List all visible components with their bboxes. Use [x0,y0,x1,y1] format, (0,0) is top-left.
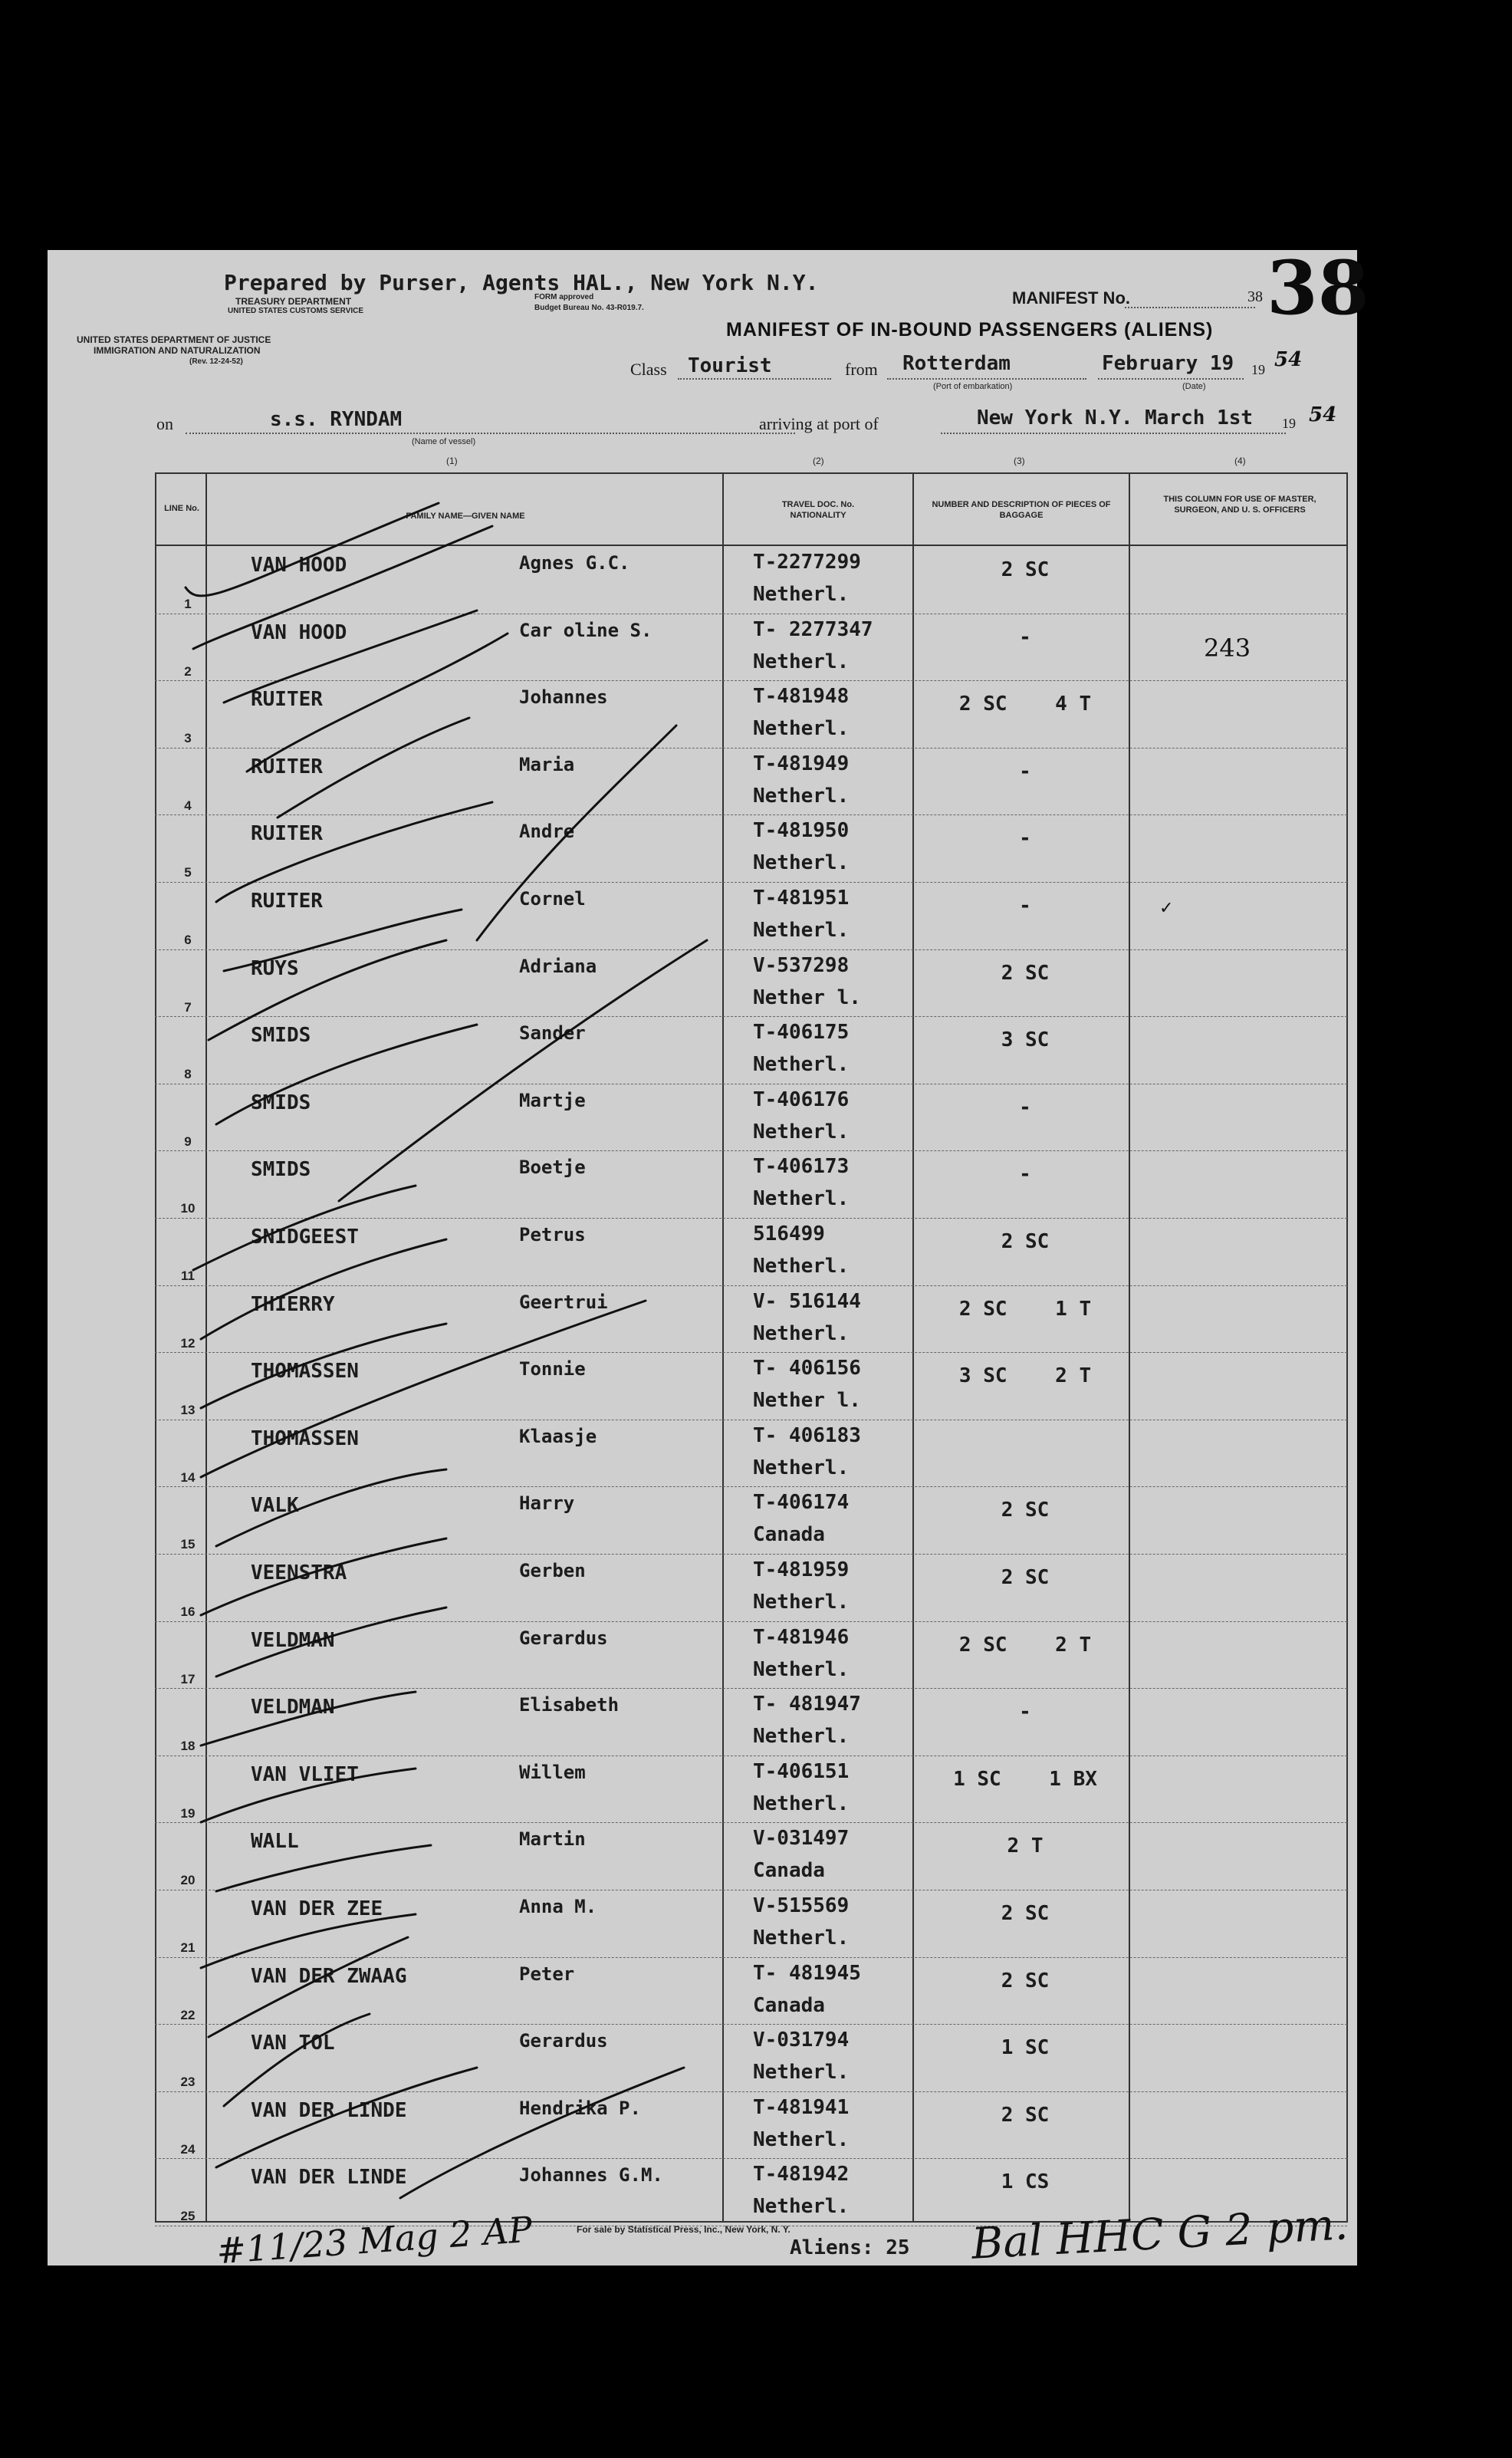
line-number: 22 [180,2007,196,2022]
travel-doc: T-406175 [753,1021,850,1045]
line-number: 23 [180,2075,196,2090]
baggage: - [1019,827,1031,851]
col-num-2: (2) [813,456,824,466]
given-name: Martin [519,1828,586,1851]
given-name: Sander [519,1022,586,1045]
nationality: Netherl. [753,1456,850,1479]
given-name: Maria [519,753,575,775]
line-number: 12 [180,1335,196,1351]
nationality: Netherl. [753,1657,850,1681]
line-number: 14 [180,1469,196,1485]
col-num-1: (1) [446,456,458,466]
baggage: 1 SC [1001,2036,1050,2060]
line-number: 5 [184,865,192,880]
arrival-port: New York N.Y. March 1st [977,406,1254,429]
baggage: - [1019,1163,1031,1186]
budget-label: Budget Bureau No. 43-R019.7. [534,304,644,312]
line-number: 3 [184,731,192,746]
checkmark-stroke [201,1538,446,1615]
family-name: SNIDGEEST [251,1226,359,1249]
family-name: VAN HOOD [251,554,347,577]
given-name: Gerardus [519,1627,608,1649]
nationality: Netherl. [753,1120,850,1143]
line-number: 20 [180,1873,196,1888]
travel-doc: V-537298 [753,953,850,977]
given-name: Harry [519,1492,575,1515]
nationality: Canada [753,1523,825,1547]
checkmark-stroke [216,1845,431,1891]
handwritten-signature-right: Bal HHC G 2 pm. [970,2200,1349,2269]
family-name: RUITER [251,688,323,712]
class-label: Class [630,360,667,379]
travel-doc: T-481959 [753,1558,850,1581]
line-number: 13 [180,1403,196,1418]
nationality: Netherl. [753,1927,850,1950]
line-number: 10 [180,1201,196,1216]
checkmark-stroke [477,726,676,940]
given-name: Klaasje [519,1425,597,1447]
publisher-line: For sale by Statistical Press, Inc., New York, N. Y. [577,2224,791,2235]
travel-doc: T-481942 [753,2163,850,2187]
given-name: Adriana [519,955,597,977]
nationality: Netherl. [753,1725,850,1749]
given-name: Petrus [519,1224,586,1245]
family-name: VAN DER ZWAAG [251,1964,407,1988]
baggage: 2 SC [1001,2103,1050,2127]
port-caption: (Port of embarkation) [933,382,1013,391]
family-name: VAN VLIET [251,1762,359,1786]
baggage: - [1019,1700,1031,1724]
baggage: 2 SC [1001,1499,1050,1522]
checkmark-stroke [216,802,492,902]
baggage: - [1019,759,1031,783]
given-name: Car oline S. [519,619,652,641]
rev-label: (Rev. 12-24-52) [189,357,243,366]
checkmark-stroke [201,1914,416,1968]
family-name: THOMASSEN [251,1360,359,1384]
travel-doc: V-031794 [753,2029,850,2052]
manifest-title: MANIFEST OF IN-BOUND PASSENGERS (ALIENS) [726,319,1214,341]
line-number: 6 [184,933,192,947]
checkmark-stroke [201,1324,446,1408]
checkmark-stroke [201,1301,646,1477]
travel-doc: T-406174 [753,1491,850,1515]
manifest-no-label: MANIFEST No. [1012,288,1130,308]
form-approved: FORM approved [534,293,594,301]
nationality: Netherl. [753,1321,850,1345]
on-label: on [156,414,173,433]
travel-doc: T- 406156 [753,1357,861,1380]
arriving-label: arriving at port of [759,414,879,433]
baggage: 2 SC [1001,1230,1050,1253]
class-value: Tourist [688,354,772,377]
officer-note: 243 [1204,633,1251,663]
given-name: Elisabeth [519,1694,620,1716]
given-name: Anna M. [519,1896,597,1917]
given-name: Willem [519,1761,586,1783]
col-head-line: LINE No. [164,504,199,513]
given-name: Johannes [519,686,608,709]
year-suffix: 54 [1274,348,1303,371]
family-name: SMIDS [251,1024,311,1048]
nationality: Canada [753,1993,825,2017]
nationality: Netherl. [753,2061,850,2085]
given-name: Gerardus [519,2030,608,2052]
nationality: Canada [753,1859,825,1883]
nationality: Netherl. [753,2195,850,2219]
line-number: 7 [184,999,192,1015]
given-name: Hendrika P. [519,2097,641,2119]
family-name: VEENSTRA [251,1561,347,1584]
baggage: 2 SC [1001,1566,1050,1589]
aliens-total: Aliens: 25 [790,2236,910,2259]
travel-doc: T-2277299 [753,551,861,574]
col-head-baggage: NUMBER AND DESCRIPTION OF PIECES OF BAGGAGE [932,500,1111,520]
travel-doc: T-406151 [753,1759,850,1783]
col-head-officers: THIS COLUMN FOR USE OF MASTER, SURGEON, AND U. S. OFFICERS [1163,495,1316,515]
nationality: Netherl. [753,784,850,808]
col-num-4: (4) [1234,456,1246,466]
nationality: Netherl. [753,851,850,875]
family-name: WALL [251,1830,299,1854]
nationality: Netherl. [753,583,850,606]
nationality: Netherl. [753,1591,850,1614]
travel-doc: T-481949 [753,752,850,775]
family-name: VAN DER LINDE [251,2098,407,2122]
baggage: 3 SC 2 T [958,1364,1092,1388]
family-name: VELDMAN [251,1628,335,1652]
given-name: Peter [519,1963,575,1985]
baggage: 2 SC 1 T [958,1297,1092,1321]
travel-doc: T-481951 [753,887,850,910]
line-number: 2 [184,663,192,679]
line-number: 15 [180,1537,196,1552]
given-name: Gerben [519,1560,586,1581]
family-name: RUITER [251,822,323,846]
col-head-travel: TRAVEL DOC. No. NATIONALITY [781,500,855,520]
family-name: SMIDS [251,1158,311,1182]
nationality: Netherl. [753,1255,850,1278]
family-name: VALK [251,1494,299,1518]
checkmark-stroke [224,2014,370,2106]
manifest-no-small: 38 [1247,288,1263,305]
check-mark: ✓ [1159,899,1174,918]
baggage: - [1019,625,1031,649]
vessel-name: s.s. RYNDAM [270,408,403,431]
line-number: 9 [184,1134,192,1149]
handwritten-strokes [48,250,1357,2266]
nationality: Nether l. [753,1389,861,1413]
line-number: 24 [180,2141,196,2157]
customs-label: UNITED STATES CUSTOMS SERVICE [228,307,364,315]
given-name: Tonnie [519,1358,586,1380]
vessel-caption: (Name of vessel) [412,437,476,446]
line-number: 16 [180,1604,196,1619]
family-name: VAN DER ZEE [251,1897,383,1920]
family-name: RUITER [251,890,323,913]
line-number: 21 [180,1940,196,1955]
baggage: 2 SC 4 T [958,693,1092,716]
baggage: 2 SC [1001,961,1050,985]
given-name: Johannes G.M. [519,2164,663,2187]
col-num-3: (3) [1014,456,1025,466]
checkmark-stroke [339,940,707,1201]
line-number: 18 [180,1739,196,1754]
travel-doc: T-406176 [753,1088,850,1111]
given-name: Cornel [519,888,586,910]
family-name: VAN TOL [251,2032,335,2055]
line-number: 1 [184,597,192,611]
checkmark-stroke [201,1769,416,1822]
given-name: Boetje [519,1157,586,1179]
travel-doc: V-031497 [753,1827,850,1851]
line-number: 25 [180,2209,196,2224]
travel-doc: T- 2277347 [753,617,873,641]
manifest-page [48,245,1369,2272]
line-number: 8 [184,1067,192,1082]
baggage: - [1019,1095,1031,1119]
arrival-year-suffix: 54 [1309,403,1337,426]
travel-doc: T-406173 [753,1155,850,1179]
travel-doc: V-515569 [753,1894,850,1917]
baggage: 2 T [1007,1834,1044,1858]
nationality: Netherl. [753,2127,850,2151]
travel-doc: T- 481945 [753,1961,861,1985]
travel-doc: T-481946 [753,1625,850,1649]
nationality: Netherl. [753,1187,850,1211]
nationality: Netherl. [753,650,850,673]
checkmark-stroke [216,1469,446,1546]
date-value: February 19 [1102,352,1234,375]
date-caption: (Date) [1182,382,1206,391]
baggage: 3 SC [1001,1028,1050,1052]
travel-doc: 516499 [753,1222,825,1245]
checkmark-stroke [186,503,439,596]
line-number: 19 [180,1805,196,1821]
checkmark-stroke [209,1937,408,2037]
family-name: RUITER [251,755,323,778]
checkmark-stroke [209,940,446,1040]
col-head-name: FAMILY NAME—GIVEN NAME [406,512,525,521]
family-name: VAN HOOD [251,620,347,644]
line-number: 4 [184,798,192,813]
baggage: 2 SC [1001,1969,1050,1992]
given-name: Agnes G.C. [519,552,630,574]
nationality: Netherl. [753,1792,850,1815]
travel-doc: T- 481947 [753,1693,861,1716]
given-name: Geertrui [519,1291,608,1313]
travel-doc: T-481948 [753,685,850,709]
family-name: RUYS [251,956,299,980]
baggage: 1 SC 1 BX [953,1767,1097,1791]
checkmark-stroke [224,610,477,703]
nationality: Netherl. [753,717,850,741]
treasury-label: TREASURY DEPARTMENT [235,296,352,307]
arrival-year-prefix: 19 [1282,416,1296,431]
prepared-by: Prepared by Purser, Agents HAL., New York N.Y. [224,270,819,295]
baggage: 2 SC [1001,1902,1050,1925]
handwritten-ref-left: #11/23 Mag 2 AP [215,2208,534,2272]
given-name: Andre [519,821,575,843]
from-label: from [845,360,878,379]
immigration-label: IMMIGRATION AND NATURALIZATION [94,345,261,356]
family-name: THIERRY [251,1292,335,1316]
baggage: 1 CS [1001,2170,1050,2194]
manifest-no-big: 38 [1267,245,1369,331]
checkmark-stroke [201,1692,416,1746]
nationality: Nether l. [753,986,861,1009]
checkmark-stroke [400,2068,684,2198]
year-prefix: 19 [1251,362,1265,377]
from-value: Rotterdam [902,352,1011,375]
line-number: 11 [181,1268,195,1283]
justice-label: UNITED STATES DEPARTMENT OF JUSTICE [77,334,271,345]
baggage: - [1019,894,1031,917]
travel-doc: T-481941 [753,2095,850,2119]
nationality: Netherl. [753,919,850,942]
line-number: 17 [180,1671,196,1686]
travel-doc: T-481950 [753,819,850,843]
family-name: SMIDS [251,1091,311,1114]
family-name: VELDMAN [251,1696,335,1719]
baggage: 2 SC 2 T [958,1633,1092,1657]
travel-doc: V- 516144 [753,1289,861,1313]
checkmark-stroke [224,910,462,971]
family-name: VAN DER LINDE [251,2166,407,2190]
nationality: Netherl. [753,1053,850,1077]
checkmark-stroke [216,1025,477,1124]
checkmark-stroke [201,1239,446,1339]
checkmark-stroke [216,2068,477,2167]
baggage: 2 SC [1001,558,1050,581]
checkmark-stroke [278,718,469,818]
given-name: Martje [519,1089,586,1111]
travel-doc: T- 406183 [753,1423,861,1447]
checkmark-stroke [247,633,508,772]
family-name: THOMASSEN [251,1426,359,1450]
checkmark-stroke [216,1607,446,1677]
